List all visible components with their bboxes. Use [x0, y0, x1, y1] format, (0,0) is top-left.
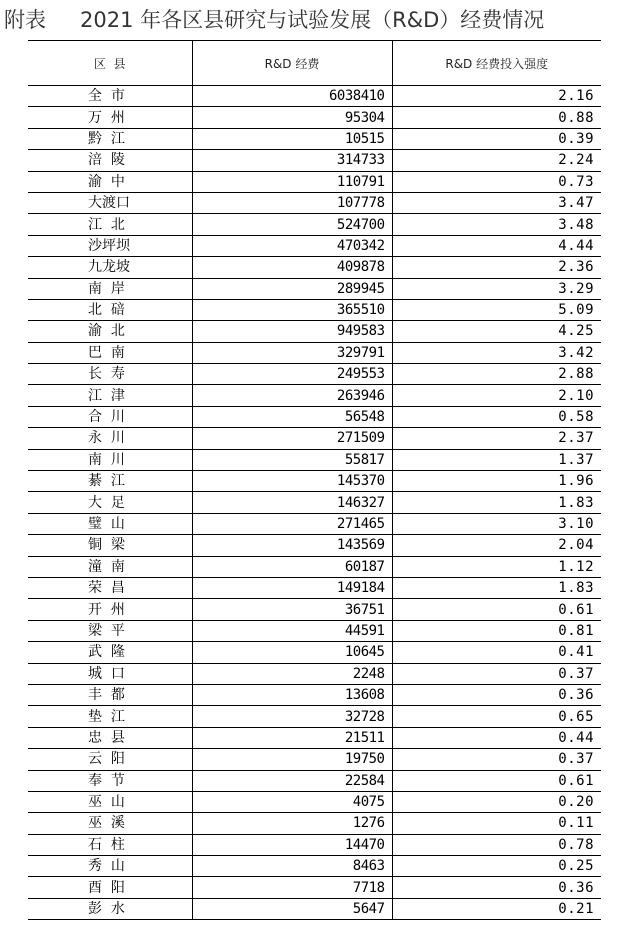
cell-district: 荣 昌 — [28, 577, 192, 598]
table-row — [28, 385, 601, 406]
header-row — [28, 41, 601, 86]
table-row — [28, 577, 601, 598]
table-row — [28, 770, 601, 791]
cell-intensity: 0.36 — [392, 684, 601, 705]
table-row — [28, 642, 601, 663]
cell-rd-funds: 365510 — [192, 299, 392, 320]
cell-rd-funds: 36751 — [192, 599, 392, 620]
cell-district: 开 州 — [28, 599, 192, 620]
cell-rd-funds: 107778 — [192, 192, 392, 213]
cell-rd-funds: 143569 — [192, 535, 392, 556]
table-row — [28, 513, 601, 534]
cell-district: 武 隆 — [28, 642, 192, 663]
cell-district: 忠 县 — [28, 727, 192, 748]
cell-intensity: 2.04 — [392, 535, 601, 556]
cell-intensity: 1.83 — [392, 492, 601, 513]
cell-district: 大渡口 — [28, 192, 192, 213]
cell-rd-funds: 21511 — [192, 727, 392, 748]
cell-intensity: 1.37 — [392, 449, 601, 470]
rd-funds-table — [28, 40, 601, 920]
cell-district: 永 川 — [28, 428, 192, 449]
cell-intensity: 0.78 — [392, 834, 601, 855]
cell-intensity: 0.37 — [392, 749, 601, 770]
cell-rd-funds: 8463 — [192, 856, 392, 877]
table-row — [28, 599, 601, 620]
cell-rd-funds: 44591 — [192, 620, 392, 641]
cell-district: 铜 梁 — [28, 535, 192, 556]
cell-district: 彭 水 — [28, 898, 192, 919]
cell-rd-funds: 149184 — [192, 577, 392, 598]
cell-rd-funds: 289945 — [192, 278, 392, 299]
cell-rd-funds: 19750 — [192, 749, 392, 770]
table-row — [28, 364, 601, 385]
cell-intensity: 0.73 — [392, 171, 601, 192]
cell-intensity: 0.61 — [392, 599, 601, 620]
cell-district: 涪 陵 — [28, 150, 192, 171]
table-header — [28, 41, 601, 86]
cell-district: 潼 南 — [28, 556, 192, 577]
table-row — [28, 791, 601, 812]
cell-rd-funds: 22584 — [192, 770, 392, 791]
cell-district: 丰 都 — [28, 684, 192, 705]
column-header-rd-funds: R&D 经费 — [192, 41, 392, 86]
cell-intensity: 0.39 — [392, 128, 601, 149]
title-text: 2021 年各区县研究与试验发展（R&D）经费情况 — [80, 8, 545, 32]
cell-intensity: 4.25 — [392, 321, 601, 342]
cell-rd-funds: 13608 — [192, 684, 392, 705]
cell-rd-funds: 145370 — [192, 471, 392, 492]
cell-intensity: 1.83 — [392, 577, 601, 598]
table-body — [28, 86, 601, 920]
cell-intensity: 2.88 — [392, 364, 601, 385]
cell-rd-funds: 949583 — [192, 321, 392, 342]
cell-rd-funds: 6038410 — [192, 86, 392, 107]
cell-intensity: 2.16 — [392, 86, 601, 107]
table-row — [28, 321, 601, 342]
cell-rd-funds: 110791 — [192, 171, 392, 192]
cell-district: 大 足 — [28, 492, 192, 513]
cell-rd-funds: 7718 — [192, 877, 392, 898]
table-row — [28, 278, 601, 299]
cell-district: 渝 北 — [28, 321, 192, 342]
column-header-district: 区 县 — [28, 41, 192, 86]
table-row — [28, 898, 601, 919]
cell-intensity: 0.21 — [392, 898, 601, 919]
cell-intensity: 0.11 — [392, 813, 601, 834]
cell-district: 合 川 — [28, 406, 192, 427]
table-row — [28, 471, 601, 492]
table-row — [28, 192, 601, 213]
table-row — [28, 128, 601, 149]
cell-intensity: 0.81 — [392, 620, 601, 641]
table-row — [28, 620, 601, 641]
cell-district: 綦 江 — [28, 471, 192, 492]
cell-district: 渝 中 — [28, 171, 192, 192]
cell-district: 璧 山 — [28, 513, 192, 534]
cell-district: 云 阳 — [28, 749, 192, 770]
cell-district: 巴 南 — [28, 342, 192, 363]
cell-rd-funds: 409878 — [192, 257, 392, 278]
column-header-intensity: R&D 经费投入强度 — [392, 41, 601, 86]
cell-district: 巫 山 — [28, 791, 192, 812]
cell-district: 南 川 — [28, 449, 192, 470]
table-row — [28, 727, 601, 748]
table-row — [28, 556, 601, 577]
table-row — [28, 406, 601, 427]
cell-rd-funds: 329791 — [192, 342, 392, 363]
cell-rd-funds: 1276 — [192, 813, 392, 834]
cell-rd-funds: 263946 — [192, 385, 392, 406]
page-title — [4, 4, 544, 36]
cell-intensity: 3.42 — [392, 342, 601, 363]
cell-district: 梁 平 — [28, 620, 192, 641]
cell-intensity: 5.09 — [392, 299, 601, 320]
table-row — [28, 299, 601, 320]
cell-intensity: 0.41 — [392, 642, 601, 663]
cell-district: 酉 阳 — [28, 877, 192, 898]
cell-rd-funds: 470342 — [192, 235, 392, 256]
table-row — [28, 492, 601, 513]
cell-intensity: 3.29 — [392, 278, 601, 299]
cell-rd-funds: 271509 — [192, 428, 392, 449]
cell-intensity: 0.25 — [392, 856, 601, 877]
table-row — [28, 150, 601, 171]
cell-rd-funds: 14470 — [192, 834, 392, 855]
cell-intensity: 3.47 — [392, 192, 601, 213]
cell-district: 沙坪坝 — [28, 235, 192, 256]
cell-district: 长 寿 — [28, 364, 192, 385]
cell-intensity: 0.65 — [392, 706, 601, 727]
title-prefix: 附表 — [4, 8, 46, 32]
cell-rd-funds: 56548 — [192, 406, 392, 427]
cell-rd-funds: 524700 — [192, 214, 392, 235]
table-row — [28, 877, 601, 898]
table-row — [28, 706, 601, 727]
table-row — [28, 214, 601, 235]
cell-rd-funds: 95304 — [192, 107, 392, 128]
cell-district: 江 津 — [28, 385, 192, 406]
cell-intensity: 1.12 — [392, 556, 601, 577]
table-row — [28, 813, 601, 834]
cell-district: 万 州 — [28, 107, 192, 128]
cell-district: 秀 山 — [28, 856, 192, 877]
cell-intensity: 0.37 — [392, 663, 601, 684]
cell-intensity: 0.61 — [392, 770, 601, 791]
table-row — [28, 107, 601, 128]
cell-rd-funds: 249553 — [192, 364, 392, 385]
cell-rd-funds: 4075 — [192, 791, 392, 812]
cell-rd-funds: 2248 — [192, 663, 392, 684]
cell-rd-funds: 32728 — [192, 706, 392, 727]
cell-intensity: 0.20 — [392, 791, 601, 812]
table-row — [28, 342, 601, 363]
table-row — [28, 171, 601, 192]
table-row — [28, 749, 601, 770]
table-row — [28, 449, 601, 470]
cell-intensity: 3.48 — [392, 214, 601, 235]
cell-intensity: 0.88 — [392, 107, 601, 128]
cell-district: 黔 江 — [28, 128, 192, 149]
table-row — [28, 86, 601, 107]
cell-rd-funds: 5647 — [192, 898, 392, 919]
cell-rd-funds: 314733 — [192, 150, 392, 171]
cell-rd-funds: 146327 — [192, 492, 392, 513]
table-row — [28, 257, 601, 278]
cell-district: 巫 溪 — [28, 813, 192, 834]
cell-district: 城 口 — [28, 663, 192, 684]
cell-rd-funds: 10645 — [192, 642, 392, 663]
cell-rd-funds: 10515 — [192, 128, 392, 149]
cell-intensity: 3.10 — [392, 513, 601, 534]
cell-district: 奉 节 — [28, 770, 192, 791]
cell-intensity: 0.36 — [392, 877, 601, 898]
table-row — [28, 684, 601, 705]
table-row — [28, 235, 601, 256]
cell-intensity: 2.24 — [392, 150, 601, 171]
cell-rd-funds: 55817 — [192, 449, 392, 470]
cell-intensity: 2.10 — [392, 385, 601, 406]
table-row — [28, 535, 601, 556]
cell-district: 石 柱 — [28, 834, 192, 855]
cell-rd-funds: 60187 — [192, 556, 392, 577]
cell-district: 北 碚 — [28, 299, 192, 320]
cell-intensity: 2.37 — [392, 428, 601, 449]
table-row — [28, 663, 601, 684]
cell-intensity: 1.96 — [392, 471, 601, 492]
cell-district: 九龙坡 — [28, 257, 192, 278]
cell-intensity: 0.44 — [392, 727, 601, 748]
table-row — [28, 428, 601, 449]
table-row — [28, 856, 601, 877]
cell-intensity: 0.58 — [392, 406, 601, 427]
cell-rd-funds: 271465 — [192, 513, 392, 534]
table-row — [28, 834, 601, 855]
cell-district: 垫 江 — [28, 706, 192, 727]
cell-district: 南 岸 — [28, 278, 192, 299]
cell-intensity: 4.44 — [392, 235, 601, 256]
cell-intensity: 2.36 — [392, 257, 601, 278]
cell-district: 江 北 — [28, 214, 192, 235]
cell-district: 全 市 — [28, 86, 192, 107]
